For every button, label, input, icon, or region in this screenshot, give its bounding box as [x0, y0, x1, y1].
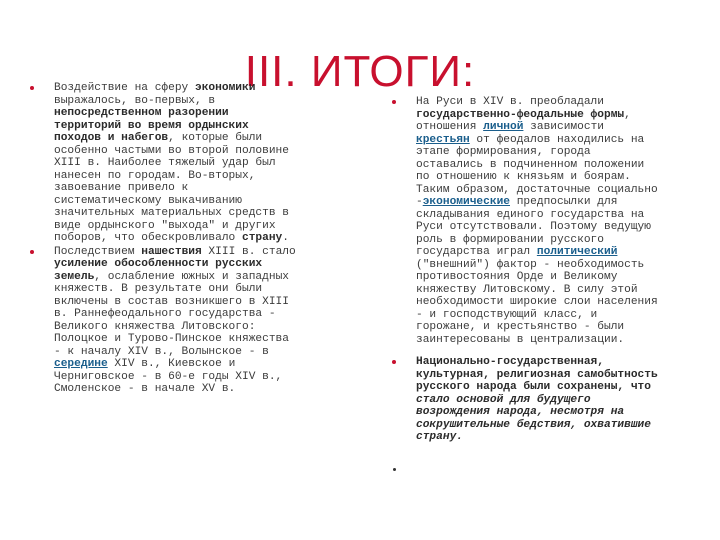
text-line	[416, 321, 720, 334]
text-run: XIII в. стало	[201, 245, 296, 258]
text-line	[416, 184, 720, 197]
text-line	[54, 308, 335, 321]
text-run: На Руси в XIV в. преобладали	[416, 96, 604, 108]
bold-term: походов и набегов	[54, 132, 169, 144]
text-run: систематическому выкачиванию	[54, 194, 242, 207]
text-run: XIV в., Киевское и	[107, 358, 236, 370]
text-line	[54, 283, 335, 296]
text-line	[54, 195, 335, 208]
text-line	[54, 258, 335, 271]
text-line	[54, 333, 335, 346]
text-run: заинтересованы в централизации.	[416, 333, 625, 346]
text-run: выражалось, во-первых, в	[54, 94, 216, 107]
text-line	[416, 419, 720, 432]
text-line	[416, 394, 720, 407]
text-line	[54, 132, 335, 145]
text-run: по отношению к князьям и боярам.	[416, 171, 631, 183]
text-line	[416, 121, 720, 134]
text-line	[416, 159, 720, 172]
link-term[interactable]: экономические	[422, 196, 510, 208]
text-run: зависимости	[523, 121, 605, 133]
text-run: нанесен по городам. Во-вторых,	[54, 169, 256, 182]
text-run: поборов, что обескровливало	[54, 232, 242, 244]
empty-bullet-icon	[393, 468, 396, 471]
text-line	[54, 371, 335, 384]
bullet-dot-icon	[30, 250, 34, 254]
text-run: .	[282, 232, 289, 244]
text-run: -	[416, 196, 423, 208]
text-run: Полоцкое и Турово-Пинское княжества	[54, 333, 289, 345]
text-line	[54, 246, 335, 259]
text-run: Последствием	[54, 245, 142, 258]
text-line	[416, 209, 720, 222]
text-line	[54, 321, 335, 334]
text-line	[416, 259, 720, 272]
text-line	[416, 96, 720, 109]
text-run: ,	[624, 108, 631, 121]
text-run: горожане, и крестьянство - были	[416, 321, 625, 333]
bold-italic-term: страну.	[416, 431, 463, 443]
text-line	[416, 221, 720, 234]
slide-title: III. ИТОГИ:	[244, 47, 476, 97]
text-line	[416, 146, 720, 159]
text-run: необходимости широкие слои населения	[416, 296, 658, 308]
text-run: предпосылки для	[510, 196, 618, 208]
link-term[interactable]: личной	[483, 121, 524, 133]
right-bullet-2-text	[416, 356, 720, 444]
text-line	[54, 170, 335, 183]
bullet-dot-icon	[392, 100, 396, 104]
text-run: XIII в. Наиболее тяжелый удар был	[54, 157, 276, 169]
text-line	[416, 431, 720, 444]
text-line	[54, 220, 335, 233]
text-run: этапе формирования, города	[416, 146, 591, 158]
text-line	[54, 346, 335, 359]
bold-term: страну	[241, 232, 283, 244]
right-bullet-2	[392, 356, 720, 444]
text-line	[54, 157, 335, 170]
text-line	[416, 284, 720, 297]
text-line	[54, 207, 335, 220]
text-run: виде ордынского "выхода" и других	[54, 219, 276, 232]
bold-term: земель	[54, 270, 95, 283]
bold-term: экономики	[195, 82, 256, 94]
right-column	[392, 96, 720, 444]
text-run: Смоленское - в начале XV в.	[54, 383, 236, 395]
bullet-dot-icon	[392, 360, 396, 364]
text-line	[416, 309, 720, 322]
text-run: противостояния Орде и Великому	[416, 271, 618, 283]
text-run: Воздействие на сферу	[54, 82, 195, 94]
left-bullet-2	[30, 246, 335, 396]
text-line	[416, 196, 720, 209]
bold-italic-term: стало основой для будущего	[416, 393, 591, 406]
text-run: особенно частыми во второй половине	[54, 144, 289, 157]
text-line	[54, 182, 335, 195]
text-line	[416, 334, 720, 347]
link-term[interactable]: середине	[54, 358, 108, 370]
bold-term: нашествия	[141, 245, 202, 258]
link-term[interactable]: крестьян	[416, 133, 470, 146]
text-line	[54, 358, 335, 371]
text-run: Великого княжества Литовского:	[54, 320, 256, 333]
text-run: включены в состав возникшего в XIII	[54, 295, 289, 308]
text-line	[416, 406, 720, 419]
text-run: - к началу XIV в., Волынское - в	[54, 345, 269, 358]
text-line	[416, 134, 720, 147]
text-run: ("внешний") фактор - необходимость	[416, 258, 645, 271]
text-run: княжеству Литовскому. В силу этой	[416, 283, 638, 296]
text-run: завоевание привело к	[54, 182, 189, 194]
text-run: государства играл	[416, 246, 537, 258]
text-line	[54, 271, 335, 284]
text-line	[54, 296, 335, 309]
text-line	[54, 232, 335, 245]
text-line	[416, 271, 720, 284]
text-run: , ослабление южных и западных	[94, 270, 289, 283]
bullet-dot-icon	[30, 86, 34, 90]
text-line	[54, 82, 335, 95]
text-line	[416, 109, 720, 122]
text-run: - и господствующий класс, и	[416, 308, 598, 321]
left-bullet-2-text	[54, 246, 335, 396]
text-run: значительных материальных средств в	[54, 207, 289, 219]
bold-italic-term: сокрушительные бедствия, охватившие	[416, 418, 651, 431]
text-run: Черниговское - в 60-е годы XIV в.,	[54, 370, 283, 383]
right-bullet-1-text	[416, 96, 720, 346]
link-term[interactable]: политический	[536, 246, 618, 258]
bold-term: непосредственном разорении	[54, 107, 229, 119]
text-run: Таким образом, достаточные социально	[416, 183, 658, 196]
text-run: княжеств. В результате они были	[54, 283, 263, 295]
text-line	[416, 356, 720, 369]
text-run: от феодалов находились на	[469, 133, 645, 146]
bold-term: культурная, религиозная самобытность	[416, 368, 658, 381]
text-line	[54, 107, 335, 120]
text-line	[54, 95, 335, 108]
text-line	[416, 381, 720, 394]
bold-term: государственно-феодальные формы	[416, 108, 625, 121]
text-line	[416, 171, 720, 184]
text-line	[416, 234, 720, 247]
text-run: в. Раннефеодального государства -	[54, 308, 276, 320]
text-line	[54, 383, 335, 396]
text-run: роль в формировании русского	[416, 233, 604, 246]
bold-term: русского народа были сохранены, что	[416, 381, 651, 393]
text-run: Руси отсутствовали. Поэтому ведущую	[416, 221, 651, 233]
right-bullet-1	[392, 96, 720, 346]
left-bullet-1	[30, 82, 335, 245]
left-bullet-1-text	[54, 82, 335, 245]
bold-term: Национально-государственная,	[416, 356, 604, 368]
text-line	[54, 120, 335, 133]
text-run: , которые были	[168, 132, 263, 144]
text-run: отношения	[416, 121, 484, 133]
text-line	[54, 145, 335, 158]
text-run: оставались в подчиненном положении	[416, 158, 645, 171]
text-line	[416, 369, 720, 382]
left-column	[30, 82, 335, 396]
bold-italic-term: возрождения народа, несмотря на	[416, 406, 625, 418]
text-run: складывания единого государства на	[416, 208, 645, 221]
bold-term: территорий во время ордынских	[54, 119, 249, 132]
text-line	[416, 246, 720, 259]
text-line	[416, 296, 720, 309]
bold-term: усиление обособленности русских	[54, 258, 263, 270]
